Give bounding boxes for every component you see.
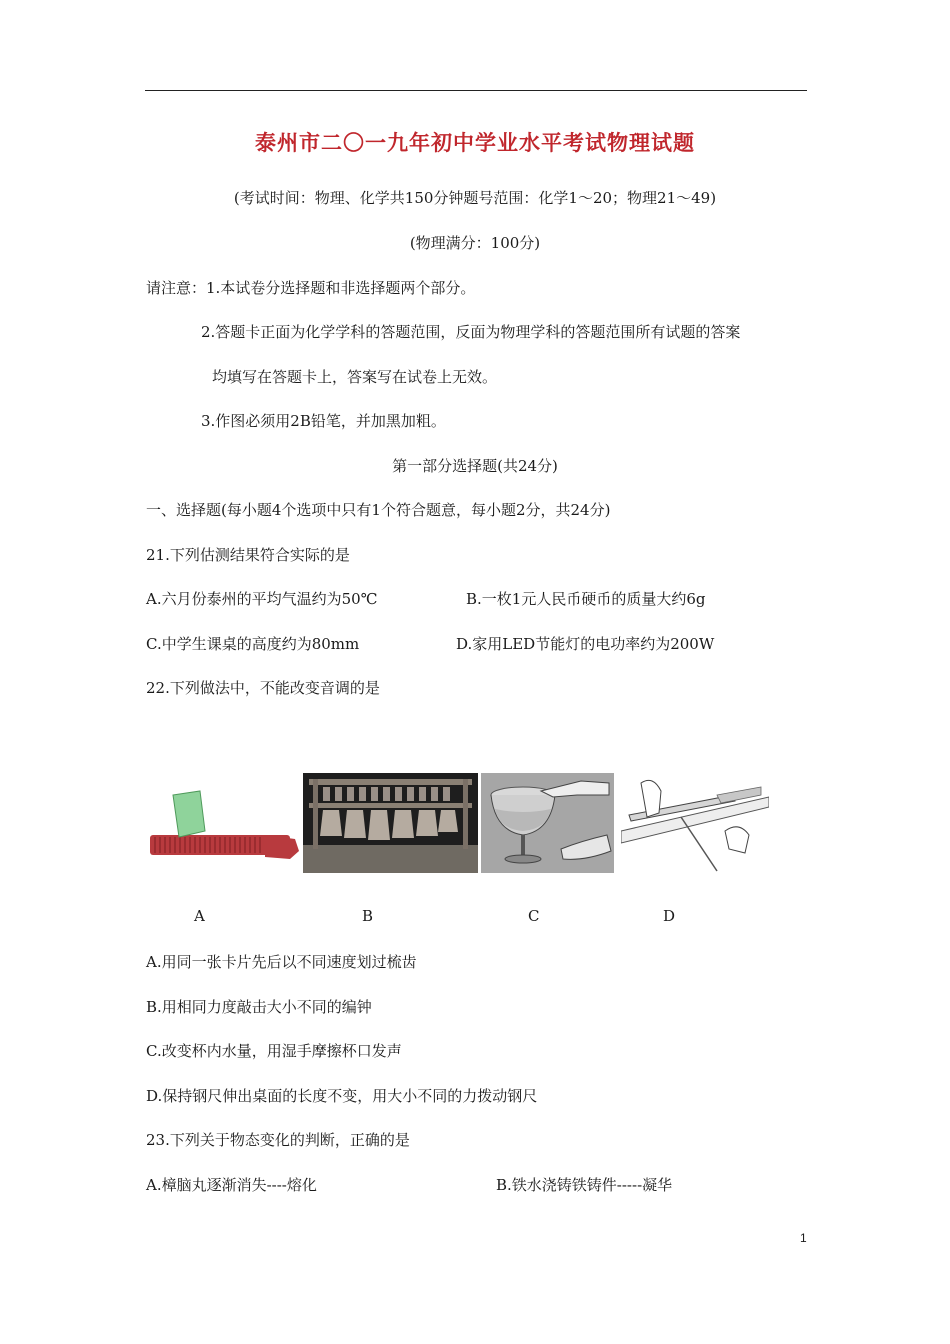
notice-3: 3.作图必须用2B铅笔，并加黑加粗。 (201, 412, 446, 430)
notice-1: 请注意：1.本试卷分选择题和非选择题两个部分。 (146, 279, 476, 297)
section-heading: 一、选择题(每小题4个选项中只有1个符合题意，每小题2分，共24分) (146, 501, 611, 519)
q22-option-c: C.改变杯内水量，用湿手摩擦杯口发声 (146, 1042, 402, 1060)
q23-option-a: A.樟脑丸逐渐消失----熔化 (146, 1176, 317, 1194)
q21-option-d: D.家用LED节能灯的电功率约为200W (456, 635, 715, 653)
header-rule (145, 90, 807, 91)
notice-2b: 均填写在答题卡上，答案写在试卷上无效。 (212, 368, 498, 386)
q23-stem: 23.下列关于物态变化的判断，正确的是 (146, 1131, 410, 1149)
figure-label-a: A (194, 907, 205, 925)
q21-stem: 21.下列估测结果符合实际的是 (146, 546, 350, 564)
page-number: 1 (800, 1231, 807, 1245)
figure-c-glass (481, 773, 614, 873)
score-note: (物理满分：100分) (409, 234, 541, 252)
figure-label-d: D (663, 907, 676, 925)
q22-option-d: D.保持钢尺伸出桌面的长度不变，用大小不同的力拨动钢尺 (146, 1087, 538, 1105)
q21-option-a: A.六月份泰州的平均气温约为50℃ (146, 590, 378, 608)
q23-option-b: B.铁水浇铸铁铸件-----凝华 (496, 1176, 673, 1194)
q21-option-b: B.一枚1元人民币硬币的质量大约6g (466, 590, 706, 608)
part1-heading: 第一部分选择题(共24分) (392, 457, 558, 475)
figure-label-c: C (528, 907, 540, 925)
q22-stem: 22.下列做法中，不能改变音调的是 (146, 679, 380, 697)
page-title: 泰州市二〇一九年初中学业水平考试物理试题 (255, 130, 695, 155)
q21-option-c: C.中学生课桌的高度约为80mm (146, 635, 360, 653)
notice-2a: 2.答题卡正面为化学学科的答题范围，反面为物理学科的答题范围所有试题的答案 (201, 323, 741, 341)
figure-label-b: B (362, 907, 374, 925)
exam-time-note: (考试时间：物理、化学共150分钟题号范围：化学1～20；物理21～49) (233, 189, 717, 207)
figure-d-ruler (621, 773, 769, 873)
q22-option-a: A.用同一张卡片先后以不同速度划过梳齿 (146, 953, 417, 971)
q22-option-b: B.用相同力度敲击大小不同的编钟 (146, 998, 372, 1016)
figure-b-bells (303, 773, 478, 873)
figure-a-comb (145, 773, 300, 873)
